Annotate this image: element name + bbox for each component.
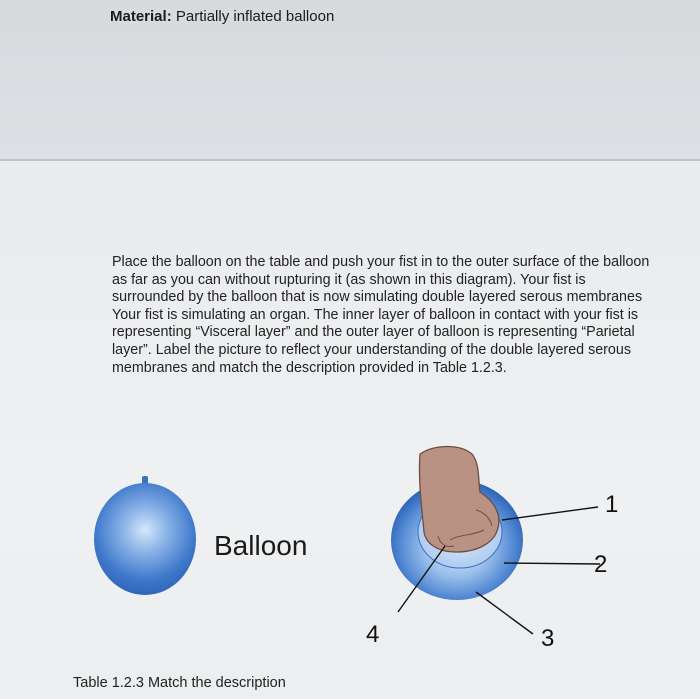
leader-line-3 bbox=[476, 592, 533, 634]
leader-line-2 bbox=[504, 563, 600, 564]
balloon-image bbox=[94, 483, 196, 595]
diagram-label-2: 2 bbox=[594, 551, 608, 578]
material-label: Material: bbox=[110, 8, 172, 25]
instructions-paragraph: Place the balloon on the table and push your fist in to the outer surface of the balloon as far as you can without rupturing it (as shown in this diagram). Your fist is surrounded by the balloon that is now simulating double layered serous membranes Your fist is simulating an organ. The inner layer of balloon in contact with your fist is representing “Visceral layer” and the outer layer of balloon is representing “Parietal layer”. Label the picture to reflect your understanding of the double layered serous membranes and match the description provided in Table 1.2.3. bbox=[112, 254, 650, 376]
diagram-label-3: 3 bbox=[541, 625, 555, 652]
table-caption: Table 1.2.3 Match the description bbox=[73, 675, 286, 691]
diagram-label-4: 4 bbox=[366, 621, 380, 648]
diagram-label-1: 1 bbox=[605, 491, 619, 518]
top-section bbox=[0, 0, 700, 160]
fist-balloon-diagram bbox=[366, 440, 680, 665]
balloon-label: Balloon bbox=[214, 530, 308, 561]
material-value: Partially inflated balloon bbox=[175, 8, 335, 25]
material-line bbox=[110, 8, 334, 26]
leader-line-1 bbox=[502, 507, 598, 520]
